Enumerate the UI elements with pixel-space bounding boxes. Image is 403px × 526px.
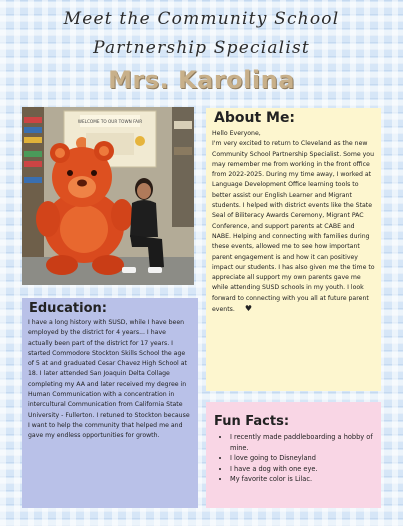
education-section <box>22 298 198 508</box>
education-text: I have a long history with SUSD, while I have been employed by the district for 4 years... I have actually been part of the district for 17 years. I started Commodore Stockton Skills School the age of 5 at and graduated Cesar Chavez High School at 18. I later attended San Joaquin Delta Collage completing my AA and later received my degree in Human Communication with a concentration in intercultural Communication from California State University - Fullerton. I retuned to Stockton because I want to help the community that helped me and gave my endless opportunities for growth. <box>28 319 190 440</box>
person-name: Mrs. Karolina <box>108 66 295 94</box>
fun-fact-item: • I love going to Disneyland <box>230 453 375 464</box>
education-heading: Education: <box>29 301 107 316</box>
about-me-section <box>206 108 381 391</box>
heart-icon: ♥ <box>244 304 252 314</box>
fun-fact-item: • I recently made paddleboarding a hobby of mine. <box>230 432 375 453</box>
fun-fact-item: • I have a dog with one eye. <box>230 464 375 475</box>
fun-fact-item: • My favorite color is Lilac. <box>230 474 375 485</box>
fun-facts-section <box>206 402 381 508</box>
page-title-line-2: Partnership Specialist <box>93 38 310 58</box>
page-title-line-1: Meet the Community School <box>63 9 340 29</box>
about-me-heading: About Me: <box>214 110 296 126</box>
fun-facts-list <box>212 432 375 485</box>
fun-facts-heading: Fun Facts: <box>214 414 290 429</box>
about-me-body: Hello Everyone, I'm very excited to return to Cleveland as the new Community School Partnership Specialist. Some you may remember me from working in the front office from 2022-2025. During my time away, I worked at Language Development Office learning tools to better assist our English Learner and Migrant students. I helped with district events like the State Seal of Biliteracy Awards Ceremony, Migrant PAC Conference, and support parents at CABE and NABE. Helping and connecting with families during these events, allowed me to see how important parent engagement is and how it can positivey impact our students. I has also given me the time to appreciate all support my own parents gave me while attending SUSD schools in my youth. I look forward to connecting with you all at future parent events. <box>212 130 375 314</box>
sign-text: WELCOME TO OUR TOWN FAIR <box>77 119 143 124</box>
about-me-text <box>212 129 375 315</box>
portrait-photo <box>22 107 194 285</box>
photo-illustration <box>22 107 194 285</box>
